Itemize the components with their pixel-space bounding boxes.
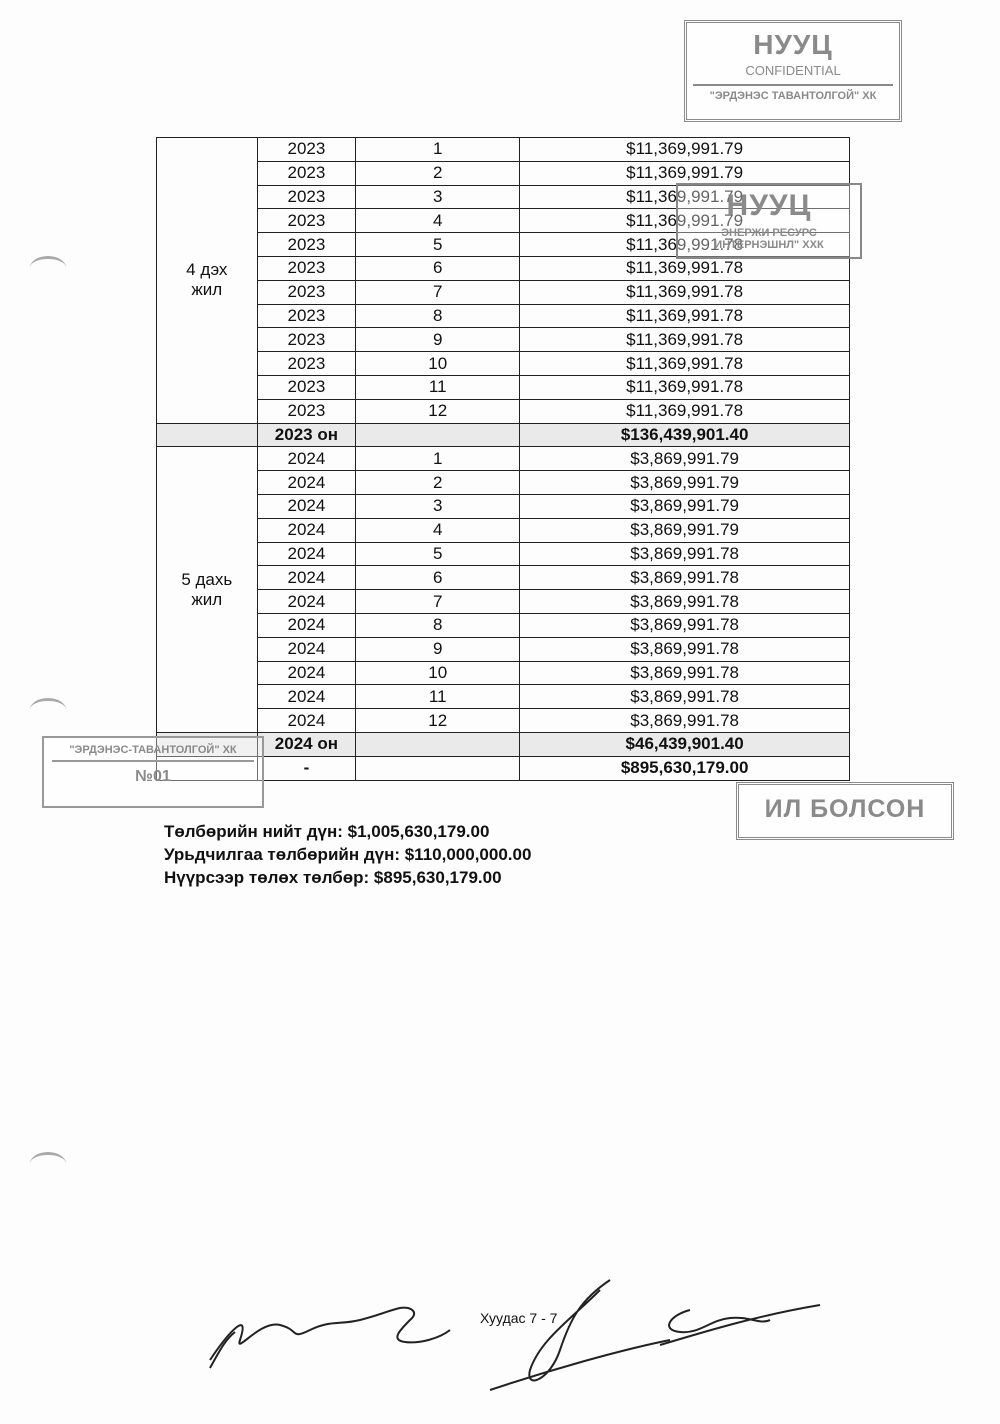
amount-cell: $11,369,991.79 [520, 138, 850, 162]
year-cell: 2023 [257, 399, 356, 423]
page-number: Хуудас 7 - 7 [480, 1310, 558, 1326]
month-cell: 4 [356, 209, 520, 233]
punch-hole [30, 256, 66, 279]
summary-total: Төлбөрийн нийт дүн: $1,005,630,179.00 [164, 822, 490, 841]
month-cell: 1 [356, 447, 520, 471]
amount-cell: $3,869,991.78 [520, 613, 850, 637]
year-cell: 2023 [257, 161, 356, 185]
total-amount: $46,439,901.40 [520, 732, 850, 756]
amount-cell: $11,369,991.79 [520, 209, 850, 233]
year-cell: 2024 [257, 518, 356, 542]
year-cell: 2024 [257, 661, 356, 685]
year-group-label-line1: 5 дахь [181, 569, 233, 589]
table-row [157, 637, 850, 661]
amount-cell: $3,869,991.79 [520, 447, 850, 471]
year-cell: 2024 [257, 542, 356, 566]
punch-hole [30, 1152, 66, 1175]
table-row [157, 399, 850, 423]
table-row [157, 494, 850, 518]
empty-cell [356, 423, 520, 447]
month-cell: 2 [356, 471, 520, 495]
stamp-title: НУУЦ [753, 29, 833, 60]
amount-cell: $3,869,991.78 [520, 566, 850, 590]
amount-cell: $11,369,991.78 [520, 328, 850, 352]
year-cell: 2023 [257, 328, 356, 352]
year-group-label [157, 138, 258, 424]
month-cell: 6 [356, 256, 520, 280]
year-cell: 2023 [257, 185, 356, 209]
amount-cell: $11,369,991.78 [520, 304, 850, 328]
grand-total-label: - [257, 756, 356, 780]
amount-cell: $3,869,991.79 [520, 518, 850, 542]
stamp-number: №01 [135, 768, 171, 785]
table-row [157, 566, 850, 590]
empty-cell [356, 732, 520, 756]
amount-cell: $11,369,991.78 [520, 375, 850, 399]
empty-cell [157, 423, 258, 447]
amount-cell: $3,869,991.79 [520, 494, 850, 518]
amount-cell: $11,369,991.78 [520, 399, 850, 423]
confidential-stamp-top [684, 20, 902, 122]
table-row [157, 138, 850, 162]
month-cell: 2 [356, 161, 520, 185]
table-row [157, 447, 850, 471]
month-cell: 1 [356, 138, 520, 162]
payment-summary [164, 820, 531, 889]
table-row [157, 685, 850, 709]
month-cell: 11 [356, 685, 520, 709]
month-cell: 5 [356, 233, 520, 257]
year-cell: 2024 [257, 494, 356, 518]
month-cell: 10 [356, 661, 520, 685]
punch-hole [30, 698, 66, 721]
year-cell: 2023 [257, 256, 356, 280]
signatures [190, 1270, 830, 1410]
amount-cell: $11,369,991.78 [520, 352, 850, 376]
table-row [157, 161, 850, 185]
amount-cell: $11,369,991.79 [520, 161, 850, 185]
amount-cell: $3,869,991.78 [520, 709, 850, 733]
year-cell: 2023 [257, 304, 356, 328]
year-cell: 2024 [257, 685, 356, 709]
org-stamp-left [42, 736, 264, 808]
year-group-label-line2: жил [191, 589, 223, 609]
year-cell: 2024 [257, 447, 356, 471]
month-cell: 10 [356, 352, 520, 376]
month-cell: 5 [356, 542, 520, 566]
table-row [157, 375, 850, 399]
amount-cell: $11,369,991.78 [520, 233, 850, 257]
amount-cell: $3,869,991.78 [520, 542, 850, 566]
year-cell: 2024 [257, 471, 356, 495]
amount-cell: $3,869,991.78 [520, 590, 850, 614]
table-row [157, 709, 850, 733]
month-cell: 8 [356, 304, 520, 328]
year-cell: 2024 [257, 590, 356, 614]
month-cell: 3 [356, 494, 520, 518]
confidential-stamp-mid [676, 183, 862, 259]
month-cell: 7 [356, 280, 520, 304]
year-cell: 2023 [257, 233, 356, 257]
month-cell: 4 [356, 518, 520, 542]
month-cell: 9 [356, 328, 520, 352]
amount-cell: $3,869,991.78 [520, 637, 850, 661]
table-row [157, 542, 850, 566]
total-label: 2023 он [257, 423, 356, 447]
grand-total-amount: $895,630,179.00 [520, 756, 850, 780]
year-cell: 2023 [257, 280, 356, 304]
table-row [157, 613, 850, 637]
table-row [157, 661, 850, 685]
year-cell: 2023 [257, 352, 356, 376]
stamp-subtitle: CONFIDENTIAL [745, 63, 841, 78]
month-cell: 3 [356, 185, 520, 209]
month-cell: 11 [356, 375, 520, 399]
month-cell: 6 [356, 566, 520, 590]
year-cell: 2024 [257, 613, 356, 637]
table-row [157, 518, 850, 542]
total-amount: $136,439,901.40 [520, 423, 850, 447]
amount-cell: $11,369,991.79 [520, 185, 850, 209]
stamp-org: ЭНЕРЖИ РЕСУРС ИНТЕРНЭШНЛ" ХХК [714, 227, 824, 251]
month-cell: 12 [356, 709, 520, 733]
year-cell: 2024 [257, 637, 356, 661]
year-group-label-line1: 4 дэх [186, 260, 228, 280]
summary-advance: Урьдчилгаа төлбөрийн дүн: $110,000,000.00 [164, 845, 532, 864]
summary-coal-payment: Нүүрсээр төлөх төлбөр: $895,630,179.00 [164, 868, 502, 887]
month-cell: 7 [356, 590, 520, 614]
table-row [157, 304, 850, 328]
year-cell: 2023 [257, 209, 356, 233]
table-row [157, 256, 850, 280]
stamp-org: "ЭРДЭНЭС ТАВАНТОЛГОЙ" ХК [709, 90, 877, 102]
stamp-title: ИЛ БОЛСОН [764, 795, 926, 823]
stamp-title: НУУЦ [726, 189, 812, 222]
year-group-label-line2: жил [191, 280, 223, 300]
year-cell: 2024 [257, 709, 356, 733]
table-row [157, 352, 850, 376]
total-label: 2024 он [257, 732, 356, 756]
amount-cell: $11,369,991.78 [520, 256, 850, 280]
month-cell: 12 [356, 399, 520, 423]
year-total-row [157, 423, 850, 447]
table-row [157, 590, 850, 614]
stamp-org: "ЭРДЭНЭС-ТАВАНТОЛГОЙ" ХК [69, 744, 237, 756]
amount-cell: $3,869,991.78 [520, 661, 850, 685]
month-cell: 9 [356, 637, 520, 661]
table-row [157, 280, 850, 304]
month-cell: 8 [356, 613, 520, 637]
year-cell: 2024 [257, 566, 356, 590]
year-group-label [157, 447, 258, 733]
year-cell: 2023 [257, 138, 356, 162]
amount-cell: $3,869,991.79 [520, 471, 850, 495]
table-row [157, 328, 850, 352]
amount-cell: $11,369,991.78 [520, 280, 850, 304]
empty-cell [356, 756, 520, 780]
year-cell: 2023 [257, 375, 356, 399]
table-row [157, 471, 850, 495]
public-stamp [736, 782, 954, 840]
amount-cell: $3,869,991.78 [520, 685, 850, 709]
